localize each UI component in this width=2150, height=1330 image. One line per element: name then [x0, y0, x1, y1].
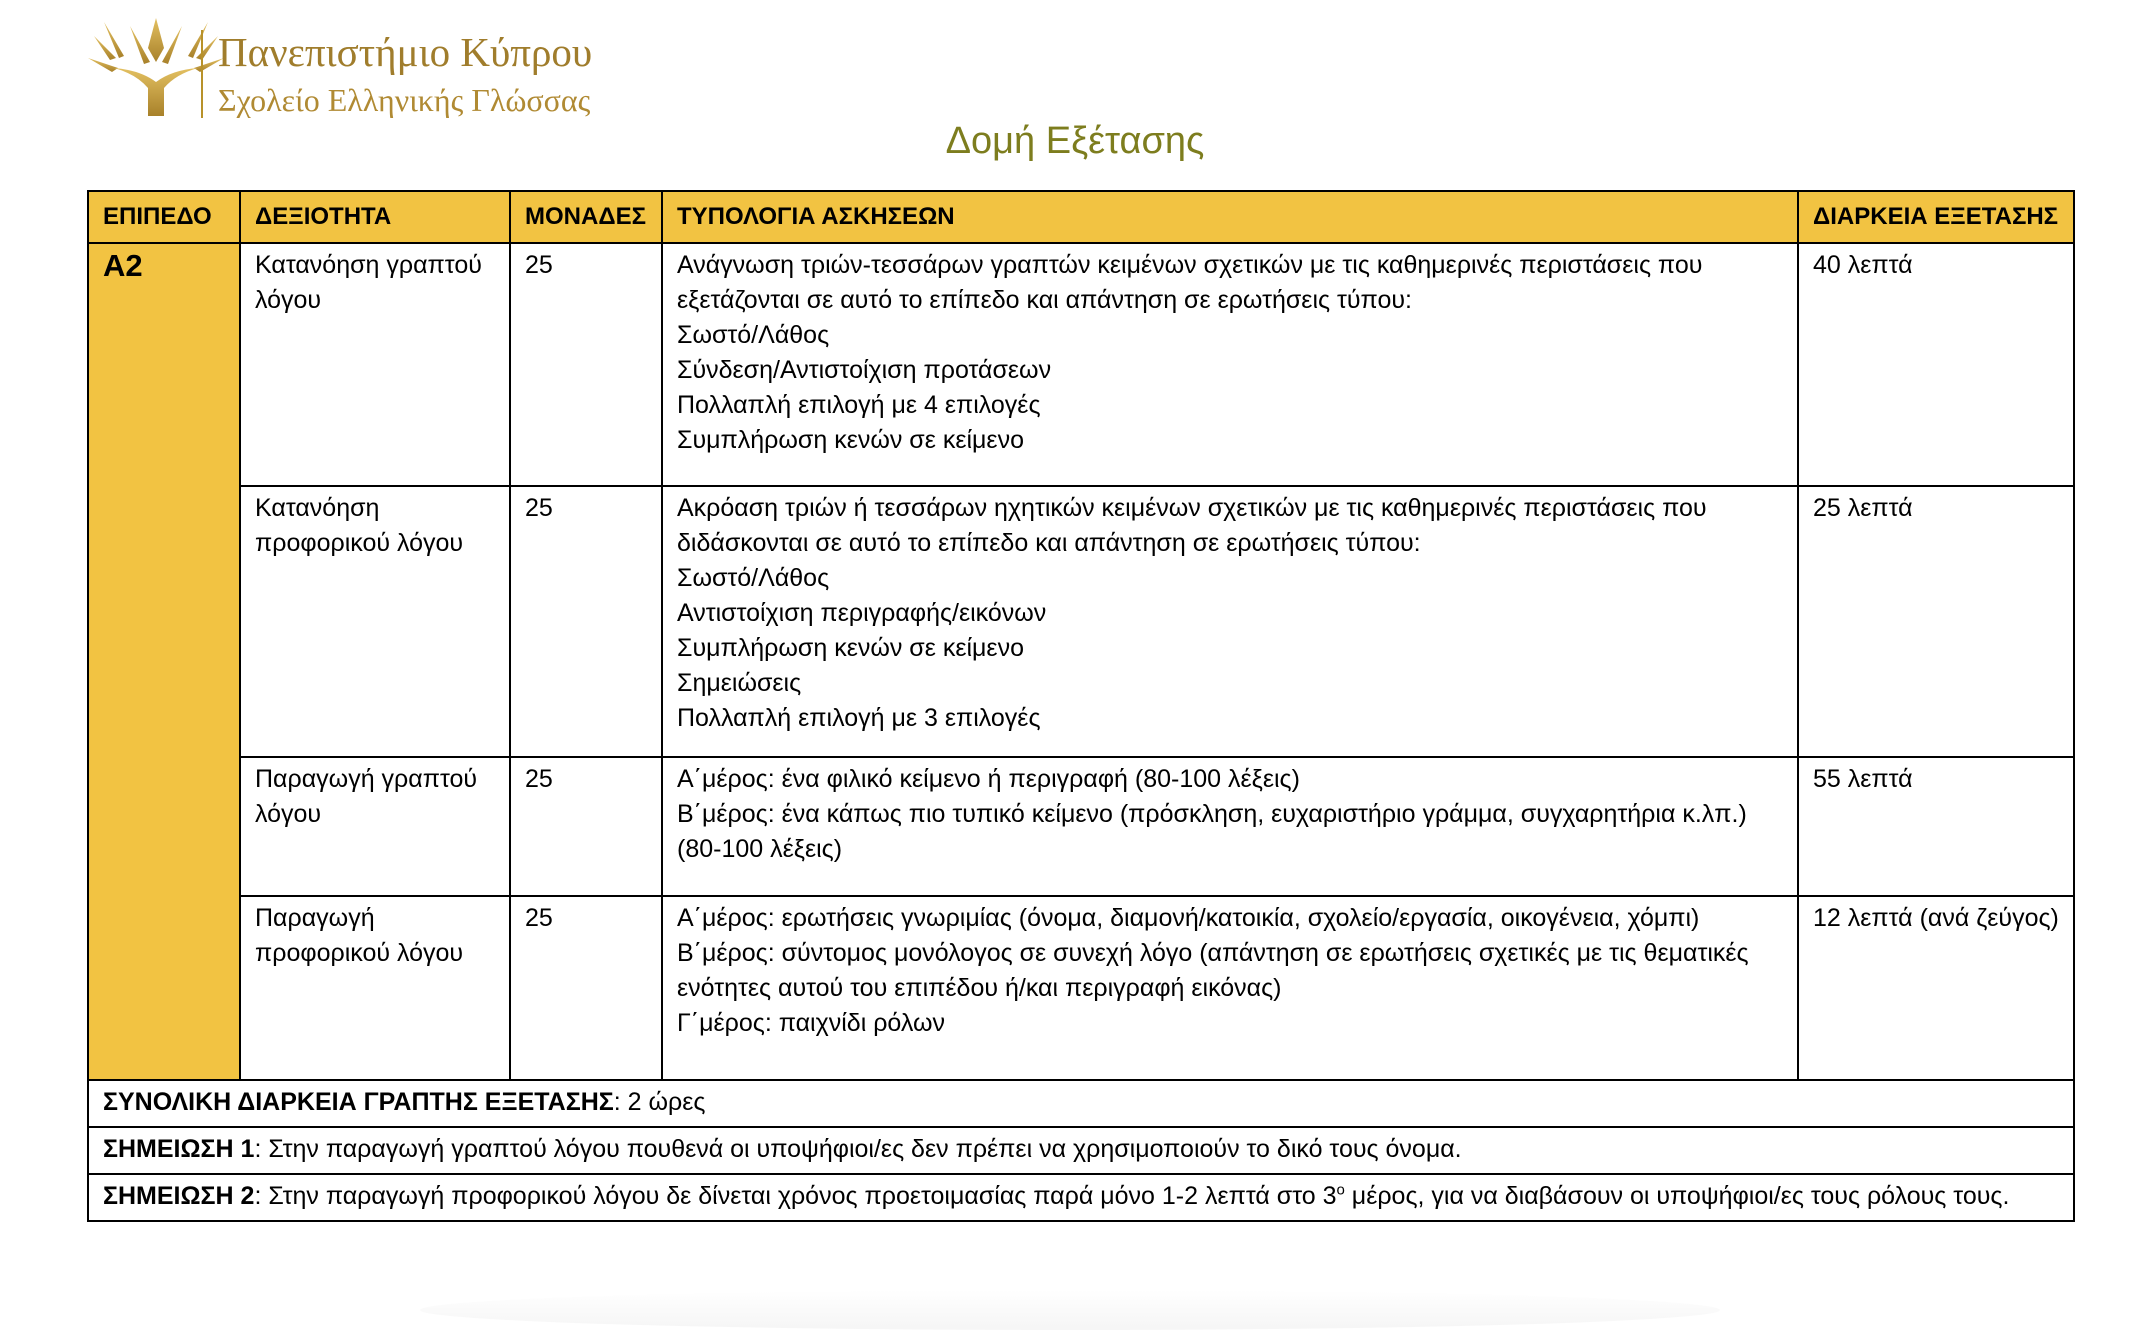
typology-cell	[662, 486, 1798, 757]
note-1-cell	[88, 1127, 2074, 1174]
typology-cell	[662, 243, 1798, 486]
table-row	[88, 243, 2074, 486]
header-duration: ΔΙΑΡΚΕΙΑ ΕΞΕΤΑΣΗΣ	[1798, 191, 2074, 243]
typology-line: Σημειώσεις	[677, 669, 802, 697]
typology-line: Α΄μέρος: ένα φιλικό κείμενο ή περιγραφή (80-100 λέξεις)	[677, 765, 1300, 793]
note-2-cell	[88, 1174, 2074, 1221]
total-duration-row	[88, 1080, 2074, 1127]
level-cell: A2	[88, 243, 240, 1080]
school-name: Σχολείο Ελληνικής Γλώσσας	[218, 82, 591, 118]
note-2-superscript: ο	[1336, 1181, 1345, 1199]
table-header-row	[88, 191, 2074, 243]
page-title: Δομή Εξέτασης	[945, 120, 1205, 162]
typology-line: Β΄μέρος: ένα κάπως πιο τυπικό κείμενο (πρόσκληση, ευχαριστήριο γράμμα, συγχαρητήρια κ.λπ.) (80-100 λέξεις)	[677, 800, 1747, 863]
typology-line: Α΄μέρος: ερωτήσεις γνωριμίας (όνομα, διαμονή/κατοικία, σχολείο/εργασία, οικογένεια, χόμπι)	[677, 904, 1700, 932]
typology-line: Γ΄μέρος: παιχνίδι ρόλων	[677, 1009, 945, 1037]
note-1-text: : Στην παραγωγή γραπτού λόγου πουθενά οι υποψήφιοι/ες δεν πρέπει να χρησιμοποιούν το δικό τους όνομα.	[254, 1135, 1462, 1163]
table-row	[88, 757, 2074, 896]
skill-cell: Παραγωγή γραπτού λόγου	[240, 757, 510, 896]
typology-line: Σωστό/Λάθος	[677, 321, 830, 349]
typology-line: Ακρόαση τριών ή τεσσάρων ηχητικών κειμένων σχετικών με τις καθημερινές περιστάσεις που διδάσκονται σε αυτό το επίπεδο και απάντηση σε ερωτήσεις τύπου:	[677, 494, 1707, 557]
logo-divider	[201, 30, 203, 118]
note-2-text-end: μέρος, για να διαβάσουν οι υποψήφιοι/ες τους ρόλους τους.	[1344, 1182, 2010, 1210]
exam-structure-table	[87, 190, 2075, 1222]
typology-line: Ανάγνωση τριών-τεσσάρων γραπτών κειμένων σχετικών με τις καθημερινές περιστάσεις που εξετάζονται σε αυτό το επίπεδο και απάντηση σε ερωτήσεις τύπου:	[677, 251, 1703, 314]
duration-cell: 12 λεπτά (ανά ζεύγος)	[1798, 896, 2074, 1080]
note-2-text: : Στην παραγωγή προφορικού λόγου δε δίνεται χρόνος προετοιμασίας παρά μόνο 1-2 λεπτά στο 3	[254, 1182, 1337, 1210]
total-duration-cell	[88, 1080, 2074, 1127]
table-row	[88, 486, 2074, 757]
page-shadow	[420, 1290, 1720, 1330]
duration-cell: 55 λεπτά	[1798, 757, 2074, 896]
table-row	[88, 896, 2074, 1080]
total-duration-value: : 2 ώρες	[613, 1088, 706, 1116]
points-cell: 25	[510, 243, 662, 486]
total-duration-label: ΣΥΝΟΛΙΚΗ ΔΙΑΡΚΕΙΑ ΓΡΑΠΤΗΣ ΕΞΕΤΑΣΗΣ	[103, 1088, 614, 1116]
typology-line: Πολλαπλή επιλογή με 3 επιλογές	[677, 704, 1041, 732]
tree-logo-icon	[86, 18, 226, 118]
typology-cell	[662, 896, 1798, 1080]
header-typology: ΤΥΠΟΛΟΓΙΑ ΑΣΚΗΣΕΩΝ	[662, 191, 1798, 243]
duration-cell: 40 λεπτά	[1798, 243, 2074, 486]
note-2-label: ΣΗΜΕΙΩΣΗ 2	[103, 1182, 255, 1210]
points-cell: 25	[510, 757, 662, 896]
typology-line: Β΄μέρος: σύντομος μονόλογος σε συνεχή λόγο (απάντηση σε ερωτήσεις σχετικές με τις θεματικές ενότητες αυτού του επιπέδου ή/και περιγραφή εικόνας)	[677, 939, 1749, 1002]
skill-cell: Κατανόηση προφορικού λόγου	[240, 486, 510, 757]
typology-line: Πολλαπλή επιλογή με 4 επιλογές	[677, 391, 1041, 419]
points-cell: 25	[510, 896, 662, 1080]
header-points: ΜΟΝΑΔΕΣ	[510, 191, 662, 243]
note-row	[88, 1127, 2074, 1174]
note-1-label: ΣΗΜΕΙΩΣΗ 1	[103, 1135, 255, 1163]
note-row	[88, 1174, 2074, 1221]
typology-line: Συμπλήρωση κενών σε κείμενο	[677, 426, 1024, 454]
points-cell: 25	[510, 486, 662, 757]
institution-name: Πανεπιστήμιο Κύπρου	[218, 29, 593, 75]
typology-line: Συμπλήρωση κενών σε κείμενο	[677, 634, 1024, 662]
typology-line: Αντιστοίχιση περιγραφής/εικόνων	[677, 599, 1047, 627]
typology-cell	[662, 757, 1798, 896]
skill-cell: Παραγωγή προφορικού λόγου	[240, 896, 510, 1080]
header-skill: ΔΕΞΙΟΤΗΤΑ	[240, 191, 510, 243]
duration-cell: 25 λεπτά	[1798, 486, 2074, 757]
typology-line: Σωστό/Λάθος	[677, 564, 830, 592]
header-level: ΕΠΙΠΕΔΟ	[88, 191, 240, 243]
typology-line: Σύνδεση/Αντιστοίχιση προτάσεων	[677, 356, 1052, 384]
skill-cell: Κατανόηση γραπτού λόγου	[240, 243, 510, 486]
